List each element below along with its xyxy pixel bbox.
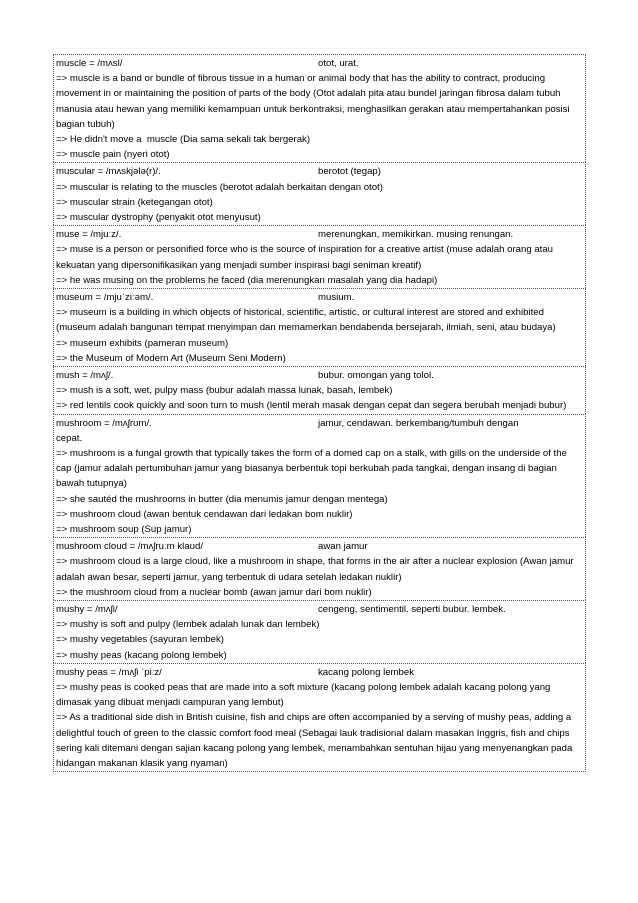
entry-line: => muscular strain (ketegangan otot): [56, 196, 213, 208]
entry-line: => He didn't move a muscle (Dia sama sekali tak bergerak): [56, 134, 311, 145]
vocabulary-list: [53, 54, 586, 772]
entry-meaning: merenungkan, memikirkan. musing renungan.: [318, 229, 514, 241]
entry-line: => mushy is soft and pulpy (lembek adalah lunak dan lembek): [56, 619, 320, 631]
entry-line: => mushy peas is cooked peas that are made into a soft mixture (kacang polong lembek adalah kacang polong yang dimasak yang dibuat menjadi campuran yang lembut): [56, 681, 554, 709]
entry-line: => red lentils cook quickly and soon turn to mush (lentil merah masak dengan cepat dan segera berubah menjadi bubur): [56, 400, 567, 412]
entry-header: [56, 368, 583, 383]
entry-line: => the mushroom cloud from a nuclear bomb (awan jamur dari bom nuklir): [56, 586, 372, 598]
entry-line: cepat.: [56, 432, 83, 444]
entry-meaning: otot, urat.: [318, 58, 359, 69]
entry-meaning: jamur, cendawan. berkembang/tumbuh dengan: [318, 417, 519, 429]
entry-line: => mushroom is a fungal growth that typically takes the form of a domed cap on a stalk, with gills on the underside of the cap (jamur adalah pertumbuhan jamur yang biasanya berbentuk topi berkubah pada tangkai, dengan insang di bagian bawah tutupnya): [56, 447, 570, 490]
entry-header: [56, 290, 583, 305]
entry-line: => mushroom soup (Sup jamur): [56, 524, 192, 535]
entry-meaning: bubur. omongan yang tolol.: [318, 370, 434, 381]
vocab-entry: [53, 162, 586, 225]
entry-header: [56, 539, 583, 554]
entry-line: => mushroom cloud (awan bentuk cendawan dari ledakan bom nuklir): [56, 508, 353, 520]
entry-word: muscular = /mʌskjələ(r)/.: [56, 166, 161, 178]
entry-word: mushy = /mʌʃi/: [56, 604, 118, 615]
entry-meaning: kacang polong lembek: [318, 666, 415, 678]
vocab-entry: [53, 414, 586, 538]
entry-word: mushy peas = /mʌʃi ˈpiːz/: [56, 666, 162, 678]
entry-meaning: berotot (tegap): [318, 166, 381, 178]
entry-line: => mushy vegetables (sayuran lembek): [56, 634, 224, 646]
entry-word: mushroom cloud = /mʌʃruːm klaʊd/: [56, 541, 204, 553]
entry-word: muscle = /mʌsl/: [56, 58, 123, 69]
entry-meaning: musium.: [318, 292, 355, 303]
entry-line: => he was musing on the problems he faced (dia merenungkan masalah yang dia hadapi): [56, 274, 438, 286]
entry-meaning: cengeng, sentimentil. seperti bubur. lembek.: [318, 604, 506, 615]
entry-line: => muscle is a band or bundle of fibrous tissue in a human or animal body that has the ability to contract, producing movement in or maintaining the position of parts of the body (Otot adalah pita atau bundel jaringan fibrosa dalam tubuh manusia atau hewan yang memiliki kemampuan untuk berkontraksi, menghasilkan gerakan atau mempertahankan posisi bagian tubuh): [56, 73, 573, 130]
entry-line: => mushy peas (kacang polong lembek): [56, 649, 227, 661]
vocab-entry: [53, 663, 586, 772]
entry-header: [56, 164, 583, 179]
entry-line: => muscular is relating to the muscles (berotot adalah berkaitan dengan otot): [56, 181, 383, 193]
entry-word: muse = /mjuːz/.: [56, 229, 122, 241]
vocab-entry: [53, 288, 586, 366]
entry-line: => muse is a person or personified force who is the source of inspiration for a creative artist (muse adalah orang atau kekuatan yang dipersonifikasikan yang menjadi sumber inspirasi bagi seniman kreatif): [56, 244, 556, 271]
entry-line: => she sautéd the mushrooms in butter (dia menumis jamur dengan mentega): [56, 493, 388, 505]
vocab-entry: [53, 225, 586, 288]
vocab-entry: [53, 366, 586, 414]
vocab-entry: [53, 600, 586, 663]
entry-header: [56, 602, 583, 617]
entry-header: [56, 416, 583, 431]
vocab-entry: [53, 54, 586, 162]
entry-line: => muscle pain (nyeri otot): [56, 149, 170, 161]
entry-line: => museum is a building in which objects of historical, scientific, artistic, or cultural interest are stored and exhibited (museum adalah bangunan tempat menyimpan dan memamerkan bendabenda bersejarah, ilmiah, seni, atau budaya): [56, 307, 556, 334]
entry-line: => As a traditional side dish in British cuisine, fish and chips are often accompanied by a serving of mushy peas, adding a delightful touch of green to the classic comfort food meal (Sebagai lauk tradisional dalam masakan Inggris, fish and chips sering kali ditemani dengan sajian kacang polong yang lembek, menambahkan sentuhan hijau yang menyenangkan pada hidangan makanan klasik yang nyaman): [56, 712, 575, 769]
entry-line: => muscular dystrophy (penyakit otot menyusut): [56, 212, 261, 223]
entry-line: => the Museum of Modern Art (Museum Seni Modern): [56, 352, 286, 364]
entry-word: museum = /mjuˈziːəm/.: [56, 292, 154, 303]
entry-word: mush = /mʌʃ/.: [56, 370, 114, 381]
vocab-entry: [53, 537, 586, 600]
entry-header: [56, 56, 583, 71]
entry-header: [56, 227, 583, 242]
entry-word: mushroom = /mʌʃrʊm/.: [56, 417, 152, 429]
entry-header: [56, 665, 583, 680]
entry-line: => mushroom cloud is a large cloud, like a mushroom in shape, that forms in the air after a nuclear explosion (Awan jamur adalah awan besar, seperti jamur, yang terbentuk di udara setelah ledakan nuklir): [56, 556, 577, 583]
entry-line: => mush is a soft, wet, pulpy mass (bubur adalah massa lunak, basah, lembek): [56, 385, 393, 397]
entry-meaning: awan jamur: [318, 541, 368, 553]
entry-line: => museum exhibits (pameran museum): [56, 337, 229, 349]
